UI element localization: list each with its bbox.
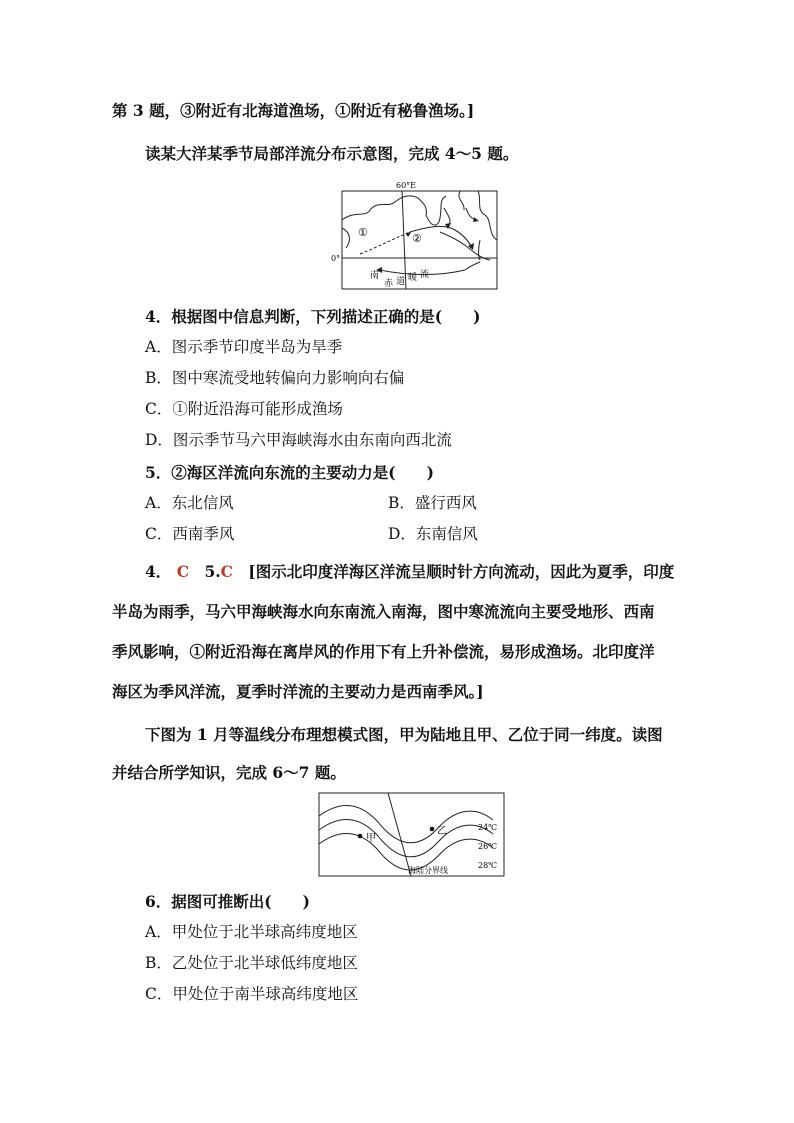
passage-2-line-2: 并结合所学知识，完成 6～7 题。 bbox=[112, 763, 346, 782]
current-char-2: 赤 bbox=[384, 279, 394, 289]
q5-option-b: B．盛行西风 bbox=[388, 494, 477, 512]
area-mark-1: ① bbox=[358, 226, 368, 239]
label-yi: 乙 bbox=[437, 826, 447, 837]
question-5: 5．②海区洋流向东流的主要动力是( ) bbox=[145, 463, 434, 482]
q5-option-c: C．西南季风 bbox=[145, 525, 235, 543]
current-char-4: 暖 bbox=[408, 273, 418, 283]
answer-4: C bbox=[176, 562, 190, 581]
q5-option-d: D．东南信风 bbox=[388, 525, 478, 543]
answer-line-3: 季风影响，①附近沿海在离岸风的作用下有上升补偿流，易形成渔场。北印度洋 bbox=[112, 642, 655, 661]
q4-option-a: A．图示季节印度半岛为旱季 bbox=[145, 338, 343, 356]
isotherm-label-24: 24℃ bbox=[478, 823, 498, 832]
intro-answer-line: 第 3 题，③附近有北海道渔场，①附近有秘鲁渔场。] bbox=[112, 101, 475, 120]
point-jia bbox=[358, 834, 363, 839]
q6-option-b: B．乙处位于北半球低纬度地区 bbox=[145, 954, 358, 972]
current-char-1: 南 bbox=[370, 271, 380, 281]
isotherm-label-28: 28℃ bbox=[478, 861, 498, 870]
answer-number-4: 4． bbox=[145, 562, 172, 581]
passage-intro: 读某大洋某季节局部洋流分布示意图，完成 4～5 题。 bbox=[145, 144, 519, 163]
answer-line-4: 海区为季风洋流，夏季时洋流的主要动力是西南季风。] bbox=[112, 682, 484, 701]
question-4: 4．根据图中信息判断，下列描述正确的是( ) bbox=[145, 307, 481, 326]
isotherm-label-26: 26℃ bbox=[478, 842, 498, 851]
q6-option-a: A．甲处位于北半球高纬度地区 bbox=[145, 923, 358, 941]
boundary-label: 海陆分界线 bbox=[408, 866, 448, 875]
q4-option-b: B．图中寒流受地转偏向力影响向右偏 bbox=[145, 369, 405, 387]
answer-explanation-start: [图示北印度洋海区洋流呈顺时针方向流动，因此为夏季，印度 bbox=[248, 562, 675, 581]
answer-5: C bbox=[220, 562, 233, 581]
current-char-3: 道 bbox=[396, 277, 406, 287]
q5-option-a: A．东北信风 bbox=[145, 494, 234, 512]
answer-number-5: 5. bbox=[204, 562, 221, 581]
q4-option-d: D．图示季节马六甲海峡海水由东南向西北流 bbox=[145, 431, 452, 449]
area-mark-2: ② bbox=[412, 232, 422, 245]
label-jia: 甲 bbox=[366, 833, 376, 844]
question-6: 6．据图可推断出( ) bbox=[145, 892, 310, 911]
current-char-5: 流 bbox=[420, 270, 430, 280]
isotherm-diagram bbox=[318, 792, 506, 878]
ocean-current-map bbox=[331, 180, 500, 290]
lon-label: 60°E bbox=[396, 181, 417, 190]
answer-line-2: 半岛为雨季，马六甲海峡海水向东南流入南海，图中寒流流向主要受地形、西南 bbox=[112, 602, 655, 621]
lat-label: 0° bbox=[331, 254, 341, 263]
passage-2-line-1: 下图为 1 月等温线分布理想模式图，甲为陆地且甲、乙位于同一纬度。读图 bbox=[145, 725, 663, 744]
q6-option-c: C．甲处位于南半球高纬度地区 bbox=[145, 985, 359, 1003]
point-yi bbox=[430, 827, 435, 832]
q4-option-c: C．①附近沿海可能形成渔场 bbox=[145, 400, 343, 418]
answer-line-1 bbox=[145, 564, 674, 580]
